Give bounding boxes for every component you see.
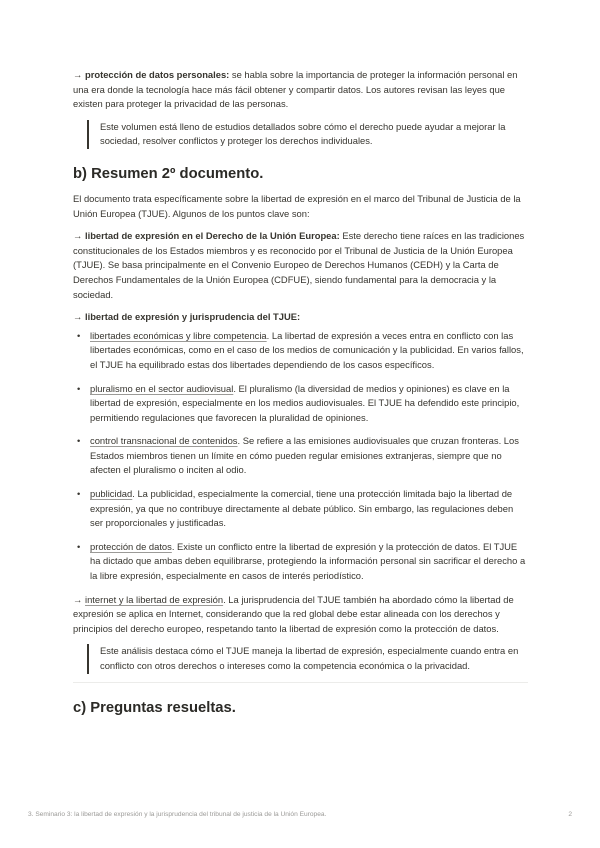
paragraph-jurisprudencia xyxy=(73,310,528,325)
document-content xyxy=(73,68,528,726)
underlined-term: control transnacional de contenidos xyxy=(90,435,238,447)
paragraph-internet xyxy=(73,593,528,637)
quote-block: Este análisis destaca cómo el TJUE maneja la libertad de expresión, especialmente cuando entra en conflicto con otros derechos o intereses como la competencia económica o la privacidad. xyxy=(87,644,528,673)
list-item xyxy=(73,329,528,373)
page-footer xyxy=(28,811,572,818)
underlined-term: libertades económicas y libre competencia xyxy=(90,329,267,341)
intro-paragraph: El documento trata específicamente sobre la libertad de expresión en el marco del Tribunal de Justicia de la Unión Europea (TJUE). Algunos de los puntos clave son: xyxy=(73,192,521,219)
list-item-text: . La publicidad, especialmente la comercial, tiene una protección limitada bajo la libertad de expresión, ya que no contribuye directamente al debate público. Sin embargo, las regulaciones deben ser proporcionales y justificadas. xyxy=(90,488,514,529)
list-item xyxy=(73,487,528,531)
arrow-icon: → xyxy=(73,593,83,605)
paragraph-text: . La jurisprudencia del TJUE también ha abordado cómo la libertad de expresión se aplica en Internet, considerando que la red global debe estar alineada con los derechos y principios del derecho europeo, respetando tanto la libertad de expresión como la protección de datos. xyxy=(73,593,514,634)
paragraph-datos-personales xyxy=(73,68,528,112)
bold-term: libertad de expresión en el Derecho de la Unión Europea: xyxy=(84,230,340,242)
underlined-term: protección de datos xyxy=(90,540,172,552)
underlined-term: internet y la libertad de expresión xyxy=(84,593,224,605)
paragraph-text: se habla sobre la importancia de proteger la información personal en una era donde la tecnología hace más fácil obtener y compartir datos. Los autores revisan las leyes que existen para proteger la privacidad de las personas. xyxy=(73,69,518,110)
list-item xyxy=(73,434,528,478)
divider xyxy=(73,682,528,683)
bold-term: protección de datos personales: xyxy=(84,69,230,80)
footer-title: 3. Seminario 3: la libertad de expresión y la jurisprudencia del tribunal de justicia de la Unión Europea. xyxy=(28,811,327,818)
underlined-term: publicidad xyxy=(90,488,133,500)
arrow-icon: → xyxy=(73,311,83,323)
list-item-text: . Existe un conflicto entre la libertad de expresión y la protección de datos. El TJUE ha dictado que ambas deben equilibrarse, protegiendo la información personal sin sacrificar el derecho a la libre expresión, especialmente en casos de interés periodístico. xyxy=(90,540,526,582)
bullet-icon: • xyxy=(77,329,81,341)
heading-preguntas: c) Preguntas resueltas. xyxy=(73,699,236,716)
bullet-icon: • xyxy=(77,488,81,500)
bold-term: libertad de expresión y jurisprudencia del TJUE: xyxy=(84,311,301,323)
bullet-list xyxy=(73,329,528,584)
list-item-text: . La libertad de expresión a veces entra en conflicto con las libertades económicas, como en el caso de los medios de comunicación y la publicidad. En varios fallos, el TJUE ha equilibrado estas dos libertades dependiendo de los casos específicos. xyxy=(90,329,524,370)
bullet-icon: • xyxy=(77,540,81,552)
heading-resumen-2: b) Resumen 2º documento. xyxy=(73,165,264,182)
list-item xyxy=(73,540,528,584)
paragraph-text: Este derecho tiene raíces en las tradiciones constitucionales de los Estados miembros y es reconocido por el Tribunal de Justicia de la Unión Europea (TJUE). Se basa principalmente en el Convenio Europeo de Derechos Humanos (CEDH) y la Carta de Derechos Fundamentales de la Unión Europea (CDFUE), siendo fundamental para la democracia y la sociedad. xyxy=(73,230,525,300)
paragraph-libertad-ue xyxy=(73,229,528,302)
page-number: 2 xyxy=(568,811,572,818)
list-item-text: . Se refiere a las emisiones audiovisuales que cruzan fronteras. Los Estados miembros tienen un límite en cómo pueden regular emisiones extranjeras, siempre que no afecten el pluralismo o inciten al odio. xyxy=(90,435,519,476)
bullet-icon: • xyxy=(77,435,81,447)
bullet-icon: • xyxy=(77,382,81,394)
underlined-term: pluralismo en el sector audiovisual xyxy=(90,382,234,394)
list-item-text: . El pluralismo (la diversidad de medios y opiniones) es clave en la libertad de expresión, especialmente en los medios audiovisuales. El TJUE ha defendido este principio, permitiendo regulaciones que favorecen la pluralidad de opiniones. xyxy=(90,382,520,423)
list-item xyxy=(73,382,528,426)
quote-block: Este volumen está lleno de estudios detallados sobre cómo el derecho puede ayudar a mejorar la sociedad, resolver conflictos y proteger los derechos individuales. xyxy=(87,120,528,149)
arrow-icon: → xyxy=(73,69,83,80)
arrow-icon: → xyxy=(73,230,83,242)
